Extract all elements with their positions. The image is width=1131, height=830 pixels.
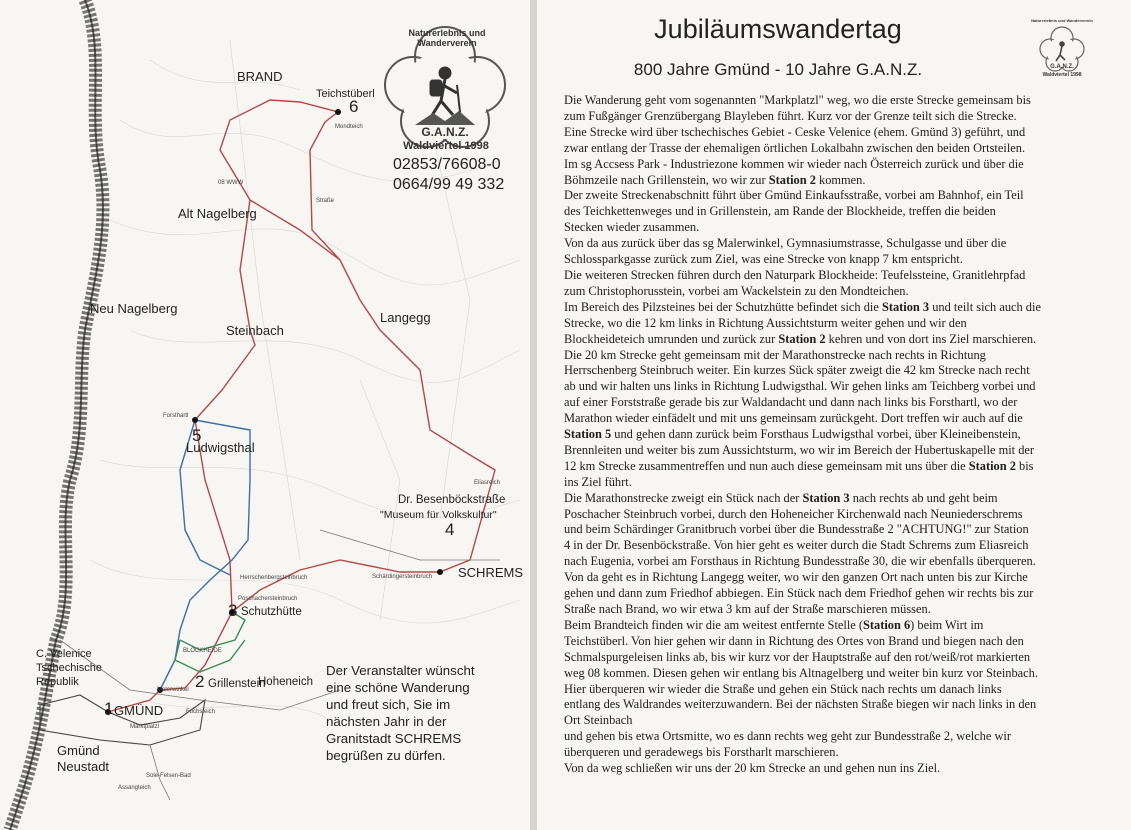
place-strasse: Straße — [316, 198, 335, 204]
station-4-number: 4 — [445, 520, 455, 539]
description-line: weg 08 kommen. Diesen gehen wir entlang bis Altnagelberg und weiter bin kurz vor Steinbach. — [564, 665, 1038, 680]
club-phone-1: 02853/76608-0 — [393, 156, 501, 173]
station-5-number: 5 — [192, 426, 202, 445]
description-line: Beim Brandteich finden wir die am weitest entfernte Stelle (Station 6) beim Wirt im — [564, 617, 984, 632]
description-line: zum Christophorusstein, vorbei am Wackelstein zu den Mondteichen. — [564, 283, 909, 298]
description-line: Der zweite Streckenabschnitt führt über Gmünd Einkaufsstraße, vorbei am Bahnhof, ein Teil — [564, 188, 1024, 203]
place-malerwinkel: Malerwinkel — [157, 687, 189, 693]
description-line: Poschacher Steinbruch vorbei, durch den Hoheneicher Kirchenwald nach Neuniederschrems — [564, 506, 1023, 521]
place-eliasreich: Eliasreich — [474, 480, 501, 486]
description-line: Herrschenberg Steinbruch weiter. Ein kurzes Sück später zweigt die 42 km Strecke nach recht — [564, 363, 1030, 378]
place-alt-nagelberg: Alt Nagelberg — [178, 206, 257, 221]
station-3-number: 3 — [228, 601, 238, 620]
greeting-line: eine schöne Wanderung — [326, 680, 470, 695]
place-gmuend: GMÜND — [114, 703, 164, 718]
greeting-line: nächsten Jahr in der — [326, 714, 447, 729]
place-markplatzl: Marktplatzl — [130, 724, 160, 730]
description-line: Schlossparkgasse zurück zum Ziel, was eine Strecke von knapp 7 km entspricht. — [564, 252, 963, 267]
description-line: Schmalspurgeleisen links ab, bis wir kurz vor der Hauptstraße auf den rot/weiß/rot markierten — [564, 649, 1031, 664]
description-line: Von da weg schließen wir uns der 20 km Strecke an und gehen nun ins Ziel. — [564, 761, 941, 776]
small-logo-name: Naturerlebnis und Wanderverein — [1031, 18, 1093, 23]
description-line: Eine Strecke wird über tschechisches Gebiet - Ceske Velenice (ehem. Gmünd 3) geführt, und — [564, 124, 1026, 139]
description-line: überqueren und geradewegs bis Forstharlt marschieren. — [564, 745, 839, 760]
place-poschacher: Poschachersteinbruch — [238, 596, 298, 602]
description-line: entlang des Waldrandes weiterzuwandern. Bei der nächsten Straße biegen wir nach links in den — [564, 697, 1037, 712]
place-grillenstein: Grillenstein — [208, 678, 266, 690]
description-line: Stecken wieder zusammen. — [564, 220, 700, 235]
page-subtitle: 800 Jahre Gmünd - 10 Jahre G.A.N.Z. — [633, 60, 923, 79]
description-line: Im Bereich des Pilzsteines bei der Schutzhütte befindet sich die Station 3 und teilt sich auch die — [564, 299, 1041, 314]
page-title: Jubiläumswandertag — [654, 14, 902, 44]
place-gmuend-neustadt-2: Neustadt — [57, 759, 110, 774]
description-line: Marathon wieder einfädelt und mit uns gemeinsam zurückgeht. Dort treffen wir auch auf die — [564, 411, 1023, 426]
description-line: und beim Schärdinger Granitbruch vorbei über die Bundesstraße 2 "ACHTUNG!" zur Station — [564, 522, 1029, 537]
place-forsthartl: Forsthartl — [163, 413, 189, 419]
greeting-line: Granitstadt SCHREMS — [326, 731, 462, 746]
description-line: und gehen bis etwa Ortsmitte, wo es dann rechts weg geht zur Bundesstraße 2, welche wir — [564, 729, 1011, 744]
route-description — [564, 93, 1112, 777]
place-velenice-1: C. Velenice — [36, 648, 92, 660]
description-line: Brennleiten und weiter bis zum Aussichtsturm, wo wir im Bereich der Hubertuskapelle mit der — [564, 442, 1035, 457]
description-line: Von da geht es in Richtung Langegg weiter, wo wir den ganzen Ort nach unten bis zur Kirche — [564, 570, 1028, 585]
description-line: Strecke, wo die 12 km links in Richtung Aussichtsturm weiter gehen und wir den — [564, 315, 967, 330]
description-line: ab und wir halten uns links in Richtung Ludwigsthal. Wir gehen links am Teichberg vorbei und — [564, 379, 1036, 394]
page-gutter — [530, 0, 537, 830]
description-line: Station 5 und gehen dann zurück beim Forsthaus Ludwigsthal vorbei, über Kleineibenstein, — [564, 427, 1021, 442]
place-hoheneich: Hoheneich — [258, 676, 313, 688]
organizer-greeting — [326, 662, 516, 764]
place-langegg: Langegg — [380, 310, 431, 325]
place-assangteich: Assangteich — [118, 785, 151, 791]
description-line: Die Wanderung geht vom sogenannten "Markplatzl" weg, wo die erste Strecke gemeinsam bis — [564, 93, 1031, 107]
greeting-line: begrüßen zu dürfen. — [326, 748, 446, 763]
place-brand: BRAND — [237, 69, 283, 84]
place-museum-street: Dr. Besenböckstraße — [398, 494, 506, 506]
description-line: Böhmzeile nach Grillenstein, wo wir zur Station 2 kommen. — [564, 172, 866, 187]
place-velenice-2: Tschechische — [36, 662, 103, 674]
place-blockheide: BLOCKHEIDE — [183, 648, 222, 654]
place-fuchsteich: Fuchsteich — [186, 709, 216, 715]
description-line: Straße nach Brand, wo wir etwa 3 km auf der Straße marschieren müssen. — [564, 602, 931, 616]
place-schutzhuette: Schutzhütte — [241, 606, 302, 618]
description-line: Blockheideteich umrunden und zurück zur Station 2 kehren und von dort ins Ziel marschieren. — [564, 331, 1037, 346]
greeting-line: Der Veranstalter wünscht — [326, 663, 475, 678]
place-sole-felsen-bad: Sole-Felsen-Bad — [146, 773, 191, 779]
description-line: auf einer Forststraße gerade bis zur Waldandacht und dann nach links bis Forsthartl, wo der — [564, 395, 1018, 410]
map-page — [0, 0, 530, 830]
small-logo-region: Waldviertel 1998 — [1042, 72, 1082, 78]
place-velenice-3: Republik — [36, 676, 79, 688]
place-herrschenberg: Herrschenbergsteinbruch — [240, 575, 308, 581]
description-line: Die 20 km Strecke geht gemeinsam mit der Marathonstrecke nach rechts in Richtung — [564, 347, 986, 362]
club-region: Waldviertel 1998 — [403, 140, 489, 152]
description-line: Teichstüberl. Von hier gehen wir dann in Richtung des Ortes von Brand und biegen nach den — [564, 633, 1024, 648]
station-2-number: 2 — [195, 672, 205, 691]
description-line: ins Ziel führt. — [564, 474, 632, 489]
club-phone-2: 0664/99 49 332 — [393, 176, 505, 193]
description-line: zum Fußgänger Grenzübergang Blayleben führt. Kurz vor der Grenze teilt sich die Strecke. — [564, 108, 1017, 123]
station-1-number: 1 — [104, 699, 114, 718]
greeting-line: und freut sich, Sie im — [326, 697, 451, 712]
place-gmuend-neustadt-1: Gmünd — [57, 743, 100, 758]
description-line: Ort Steinbach — [564, 713, 633, 728]
place-neu-nagelberg: Neu Nagelberg — [90, 301, 178, 316]
state-border — [10, 0, 103, 830]
place-steinbach: Steinbach — [226, 323, 284, 338]
description-line: nach Eugenia, vorbei am Forsthaus in Richtung Bundesstraße 30, die wir ebenfalls überqueren. — [564, 554, 1036, 569]
small-logo-abbr: G.A.N.Z. — [1050, 64, 1074, 70]
place-teichstuebel: Teichstüberl — [316, 88, 375, 100]
place-schrems: SCHREMS — [458, 565, 524, 580]
place-schaerdinger: Schärdingersteinbruch — [372, 574, 433, 580]
description-line: Hier überqueren wir wieder die Straße und gehen ein Stück nach rechts um danach links — [564, 681, 1002, 696]
club-name-arc: Naturerlebnis und Wanderverein — [408, 28, 486, 48]
club-abbr: G.A.N.Z. — [421, 125, 469, 139]
place-weg08: 08 WWW — [218, 180, 244, 186]
route-12km — [175, 612, 245, 672]
description-line: Im sg Accsess Park - Industriezone kommen wir wieder nach Österreich zurück und über die — [564, 156, 1024, 171]
description-page — [537, 0, 1131, 830]
place-ludwigsthal: Ludwigsthal — [186, 440, 255, 455]
description-line: 12 km Strecke zusammentreffen und nun auch diese gemeinsam mit uns über die Station 2 bis — [564, 458, 1034, 473]
place-museum: "Museum für Volkskultur" — [380, 509, 497, 521]
description-line: gehen und dann zum Friedhof abbiegen. Ein Stück nach dem Friedhof gehen wir rechts bis zur — [564, 586, 1034, 601]
description-line: 4 in der Dr. Besenböckstraße. Von hier geht es weiter durch die Stadt Schrems zum Eliasreich — [564, 538, 1029, 553]
description-line: Von da aus zurück über das sg Malerwinkel, Gymnasiumstrasse, Schulgasse und über die — [564, 236, 1007, 251]
description-line: Die Marathonstrecke zweigt ein Stück nach der Station 3 nach rechts ab und geht beim — [564, 490, 998, 505]
description-line: des Teichkettenweges und in Grillenstein, am Rande der Blockheide, treffen die beiden — [564, 204, 996, 219]
station-6-number: 6 — [349, 97, 359, 116]
place-mondteich: Mondteich — [335, 124, 363, 130]
description-line: zwar entlang der Trasse der ehemaligen örtlichen Lokalbahn zwischen den beiden Ortsteilen. — [564, 140, 1026, 155]
description-line: Die weiteren Strecken führen durch den Naturpark Blockheide: Teufelssteine, Granitlehrpfad — [564, 267, 1026, 282]
